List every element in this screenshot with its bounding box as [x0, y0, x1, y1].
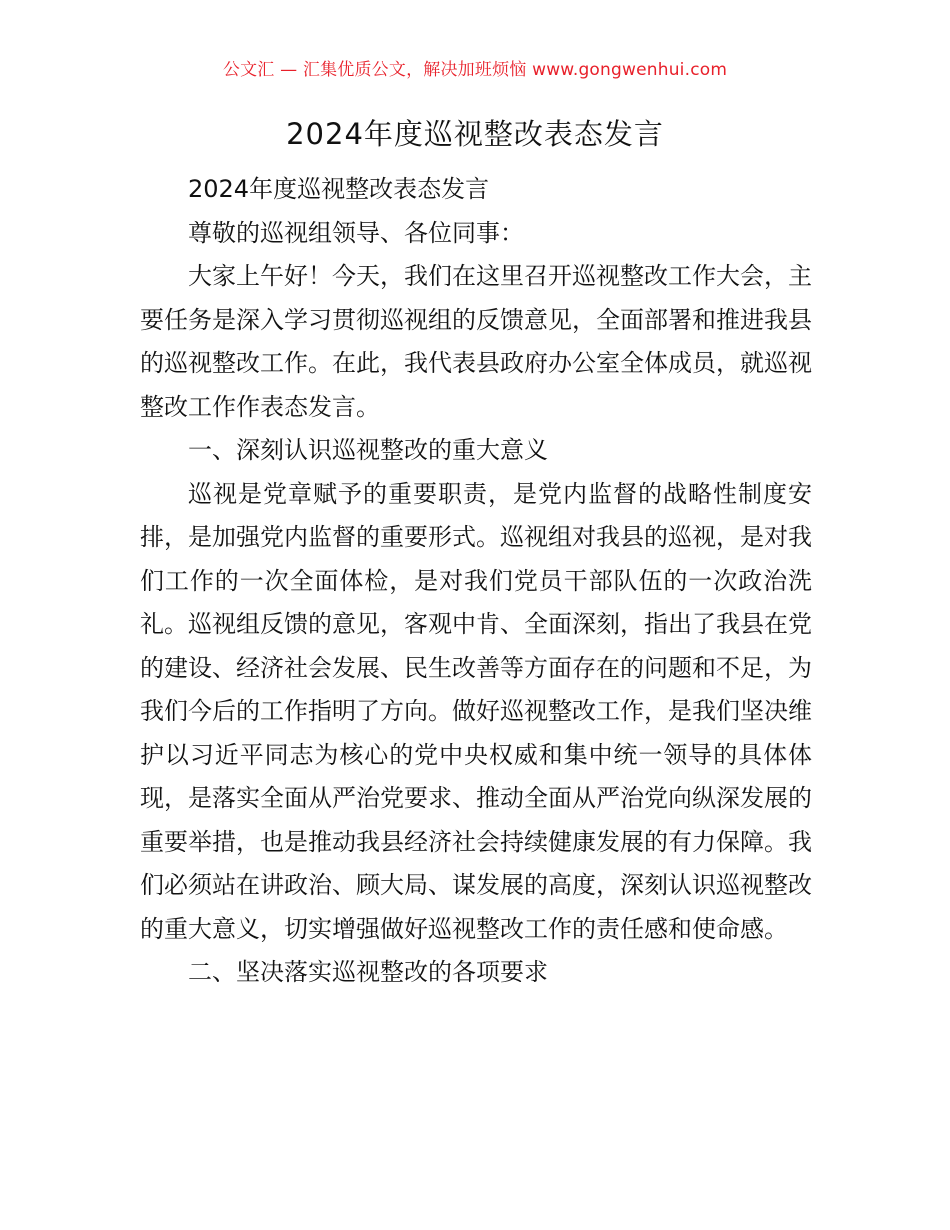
paragraph-opening: 大家上午好！今天，我们在这里召开巡视整改工作大会，主要任务是深入学习贯彻巡视组的反馈意见，全面部署和推进我县的巡视整改工作。在此，我代表县政府办公室全体成员，就巡视整改工作作表态发言。 — [140, 262, 812, 421]
section-heading-1: 一、深刻认识巡视整改的重大意义 — [188, 436, 548, 464]
paragraph-salutation: 尊敬的巡视组领导、各位同事： — [188, 218, 524, 247]
paragraph-section-1-body: 巡视是党章赋予的重要职责，是党内监督的战略性制度安排，是加强党内监督的重要形式。巡视组对我县的巡视，是对我们工作的一次全面体检，是对我们党员干部队伍的一次政治洗礼。巡视组反馈的意见，客观中肯、全面深刻，指出了我县在党的建设、经济社会发展、民生改善等方面存在的问题和不足，为我们今后的工作指明了方向。做好巡视整改工作，是我们坚决维护以习近平同志为核心的党中央权威和集中统一领导的具体体现，是落实全面从严治党要求、推动全面从严治党向纵深发展的重要举措，也是推动我县经济社会持续健康发展的有力保障。我们必须站在讲政治、顾大局、谋发展的高度，深刻认识巡视整改的重大意义，切实增强做好巡视整改工作的责任感和使命感。 — [140, 479, 812, 943]
site-watermark-header: 公文汇 — 汇集优质公文，解决加班烦恼 www.gongwenhui.com — [222, 60, 728, 80]
section-heading-2: 二、坚决落实巡视整改的各项要求 — [188, 958, 548, 986]
document-body — [140, 168, 812, 995]
document-title: 2024年度巡视整改表态发言 — [286, 117, 664, 151]
paragraph-subtitle: 2024年度巡视整改表态发言 — [188, 175, 490, 203]
